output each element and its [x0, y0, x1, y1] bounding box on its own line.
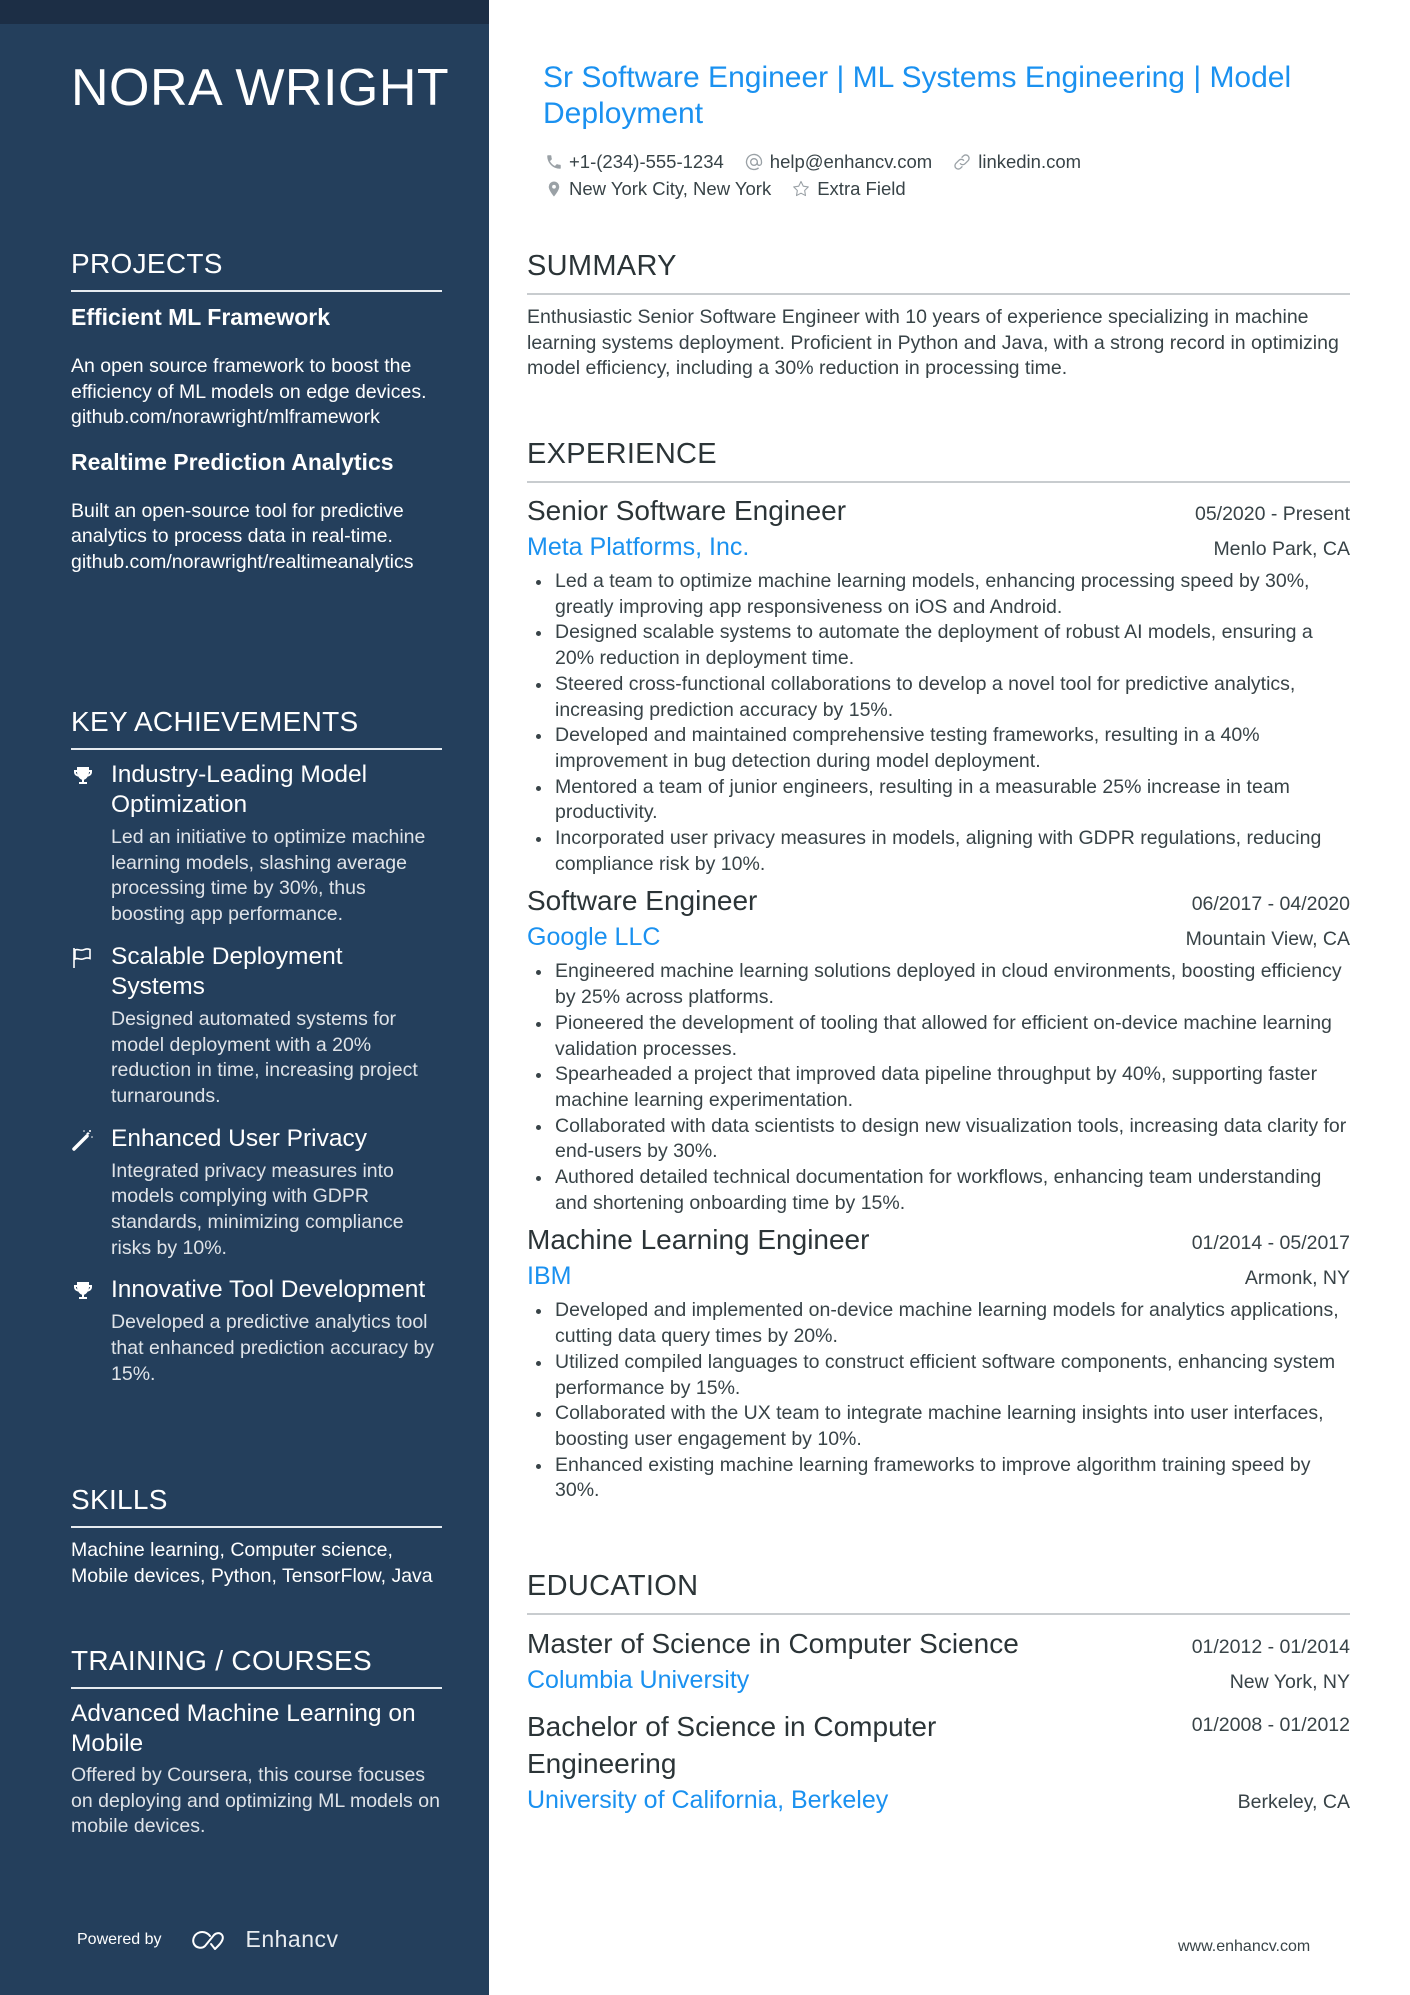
- location-pin-icon: [545, 179, 563, 199]
- course-title: Advanced Machine Learning on Mobile: [71, 1700, 416, 1757]
- job-location: Menlo Park, CA: [1213, 538, 1350, 560]
- bullet-item: Utilized compiled languages to construct efficient software components, enhancing system performance by 15%.: [527, 1350, 1350, 1401]
- education-dates: 01/2008 - 01/2012: [1191, 1714, 1350, 1736]
- bullet-item: Incorporated user privacy measures in models, aligning with GDPR regulations, reducing compliance risk by 10%.: [527, 826, 1350, 877]
- education-entry: [527, 1708, 1350, 1818]
- bullet-item: Designed scalable systems to automate the deployment of robust AI models, ensuring a 20% reduction in deployment time.: [527, 620, 1350, 671]
- course-description: Offered by Coursera, this course focuses on deploying and optimizing ML models on mobile devices.: [71, 1764, 440, 1837]
- projects-section: [71, 248, 442, 591]
- job-bullets: [527, 1298, 1350, 1504]
- bullet-item: Developed and implemented on-device machine learning models for analytics applications, cutting data query times by 20%.: [527, 1298, 1350, 1349]
- education-dates: 01/2012 - 01/2014: [1191, 1636, 1350, 1658]
- trophy-icon: [71, 1279, 95, 1303]
- achievement-item: [71, 760, 442, 928]
- job-dates: 05/2020 - Present: [1194, 503, 1350, 525]
- training-section: [71, 1645, 442, 1840]
- skills-heading: SKILLS: [71, 1484, 442, 1528]
- experience-section: [527, 438, 1350, 1510]
- sidebar: [0, 0, 489, 1995]
- company-name: Google LLC: [527, 923, 661, 952]
- job-role: Machine Learning Engineer: [527, 1224, 870, 1256]
- job-dates: 01/2014 - 05/2017: [1191, 1232, 1350, 1255]
- contact-extra: [791, 178, 905, 200]
- experience-heading: EXPERIENCE: [527, 438, 1350, 483]
- achievements-section: [71, 706, 442, 1402]
- sidebar-top-strip: [0, 0, 489, 24]
- contact-email[interactable]: [744, 151, 932, 173]
- project-item: [71, 447, 442, 576]
- school-name: University of California, Berkeley: [527, 1786, 889, 1814]
- achievement-title: Scalable Deployment Systems: [111, 942, 343, 1000]
- extra-value: Extra Field: [817, 177, 906, 199]
- bullet-item: Pioneered the development of tooling that allowed for efficient on-device machine learning validation processes.: [527, 1011, 1350, 1062]
- company-name: IBM: [527, 1262, 572, 1291]
- achievement-item: [71, 942, 442, 1110]
- bullet-item: Spearheaded a project that improved data pipeline throughput by 40%, supporting faster machine learning experimentation.: [527, 1062, 1350, 1113]
- at-icon: [744, 152, 764, 172]
- powered-by-label: Powered by: [77, 1930, 162, 1948]
- achievement-item: [71, 1275, 442, 1387]
- bullet-item: Collaborated with data scientists to design new visualization tools, increasing data clarity for end-users by 30%.: [527, 1114, 1350, 1165]
- degree: Bachelor of Science in Computer Engineering: [527, 1711, 937, 1779]
- education-section: [527, 1570, 1350, 1824]
- achievements-heading: KEY ACHIEVEMENTS: [71, 706, 442, 750]
- project-item: [71, 302, 442, 431]
- email-value: help@enhancv.com: [769, 150, 933, 172]
- location-value: New York City, New York: [569, 177, 772, 199]
- bullet-item: Led a team to optimize machine learning models, enhancing processing speed by 30%, greatly improving app responsiveness on iOS and Android.: [527, 569, 1350, 620]
- contact-info: [545, 148, 1325, 202]
- achievement-description: Led an initiative to optimize machine learning models, slashing average processing time by 30%, thus boosting app performance.: [111, 826, 426, 926]
- phone-icon: [545, 153, 563, 171]
- summary-text: Enthusiastic Senior Software Engineer with 10 years of experience specializing in machine learning systems deployment. Proficient in Python and Java, with a strong record in optimizing model efficiency, including a 30% reduction in processing time.: [527, 306, 1339, 380]
- contact-link[interactable]: [952, 151, 1081, 173]
- school-location: New York, NY: [1229, 1671, 1350, 1693]
- achievement-item: [71, 1124, 442, 1262]
- bullet-item: Developed and maintained comprehensive testing frameworks, resulting in a 40% improvement in bug detection during model deployment.: [527, 723, 1350, 774]
- bullet-item: Mentored a team of junior engineers, resulting in a measurable 25% increase in team productivity.: [527, 775, 1350, 826]
- project-title: Efficient ML Framework: [71, 304, 331, 330]
- job-role: Senior Software Engineer: [527, 495, 847, 526]
- experience-entry: [527, 1222, 1350, 1504]
- job-bullets: [527, 959, 1350, 1216]
- contact-location: [545, 178, 771, 200]
- job-headline: Sr Software Engineer | ML Systems Engineering | Model Deployment: [543, 61, 1292, 130]
- bullet-item: Enhanced existing machine learning frameworks to improve algorithm training speed by 30%.: [527, 1453, 1350, 1504]
- school-location: Berkeley, CA: [1237, 1791, 1350, 1813]
- bullet-item: Collaborated with the UX team to integrate machine learning insights into user interfaces, boosting user engagement by 10%.: [527, 1401, 1350, 1452]
- contact-phone[interactable]: [545, 151, 724, 173]
- magic-wand-icon: [71, 1128, 95, 1152]
- project-link[interactable]: github.com/norawright/mlframework: [71, 406, 380, 428]
- summary-section: [527, 250, 1350, 382]
- company-name: Meta Platforms, Inc.: [527, 533, 750, 561]
- experience-entry: [527, 493, 1350, 877]
- project-description: Built an open-source tool for predictive analytics to process data in real-time.: [71, 499, 404, 547]
- training-heading: TRAINING / COURSES: [71, 1645, 442, 1689]
- degree: Master of Science in Computer Science: [527, 1628, 1019, 1659]
- footer-url[interactable]: www.enhancv.com: [1178, 1938, 1311, 1955]
- enhancv-logo-icon: [190, 1928, 236, 1952]
- brand-name: Enhancv: [245, 1926, 339, 1952]
- project-link[interactable]: github.com/norawright/realtimeanalytics: [71, 550, 414, 573]
- education-entry: [527, 1625, 1350, 1698]
- achievement-description: Designed automated systems for model deployment with a 20% reduction in time, increasing project turnarounds.: [111, 1007, 418, 1107]
- experience-entry: [527, 883, 1350, 1216]
- powered-by: [77, 1926, 339, 1953]
- bullet-item: Engineered machine learning solutions deployed in cloud environments, boosting efficiency by 25% across platforms.: [527, 959, 1350, 1010]
- flag-icon: [71, 946, 95, 970]
- project-description: An open source framework to boost the efficiency of ML models on edge devices.: [71, 355, 427, 403]
- job-role: Software Engineer: [527, 885, 758, 917]
- job-location: Mountain View, CA: [1185, 928, 1350, 951]
- skills-section: [71, 1484, 442, 1589]
- achievement-title: Enhanced User Privacy: [111, 1124, 368, 1152]
- job-location: Armonk, NY: [1244, 1267, 1350, 1290]
- project-title: Realtime Prediction Analytics: [71, 448, 394, 475]
- job-bullets: [527, 569, 1350, 877]
- education-heading: EDUCATION: [527, 1570, 1350, 1615]
- phone-value: +1-(234)-555-1234: [569, 150, 724, 172]
- achievement-title: Innovative Tool Development: [111, 1276, 426, 1304]
- link-value: linkedin.com: [978, 150, 1082, 172]
- achievement-description: Developed a predictive analytics tool that enhanced prediction accuracy by 15%.: [111, 1311, 435, 1385]
- projects-heading: PROJECTS: [71, 248, 442, 292]
- candidate-name: NORA WRIGHT: [71, 59, 450, 117]
- link-icon: [952, 152, 972, 172]
- enhancv-brand[interactable]: [190, 1926, 339, 1953]
- summary-heading: SUMMARY: [527, 250, 1350, 295]
- skills-list: Machine learning, Computer science, Mobile devices, Python, TensorFlow, Java: [71, 1539, 433, 1587]
- school-name: Columbia University: [527, 1666, 750, 1694]
- trophy-icon: [71, 764, 95, 788]
- job-dates: 06/2017 - 04/2020: [1191, 893, 1350, 916]
- bullet-item: Authored detailed technical documentation for workflows, enhancing team understanding and shortening onboarding time by 15%.: [527, 1165, 1350, 1216]
- star-icon: [791, 179, 811, 199]
- bullet-item: Steered cross-functional collaborations to develop a novel tool for predictive analytics, increasing prediction accuracy by 15%.: [527, 672, 1350, 723]
- achievement-description: Integrated privacy measures into models complying with GDPR standards, minimizing compliance risks by 10%.: [111, 1159, 404, 1259]
- achievement-title: Industry-Leading Model Optimization: [111, 761, 368, 818]
